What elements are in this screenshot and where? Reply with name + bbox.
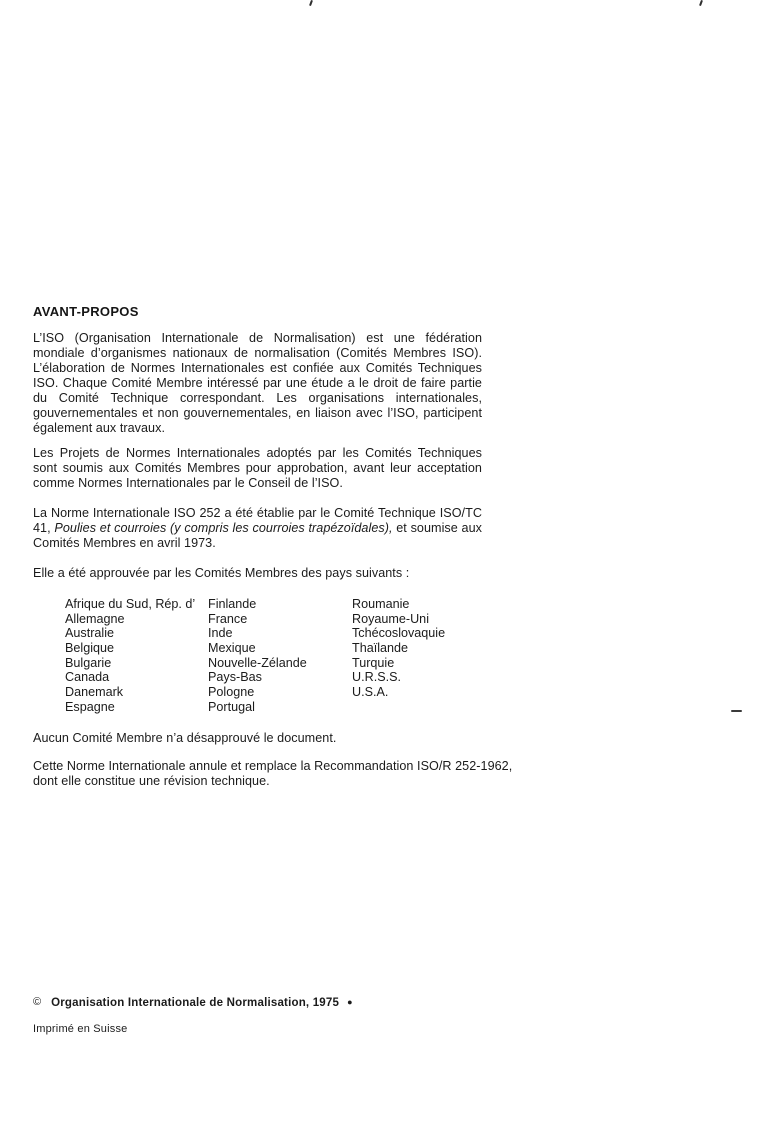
countries-column-1 [65, 597, 195, 715]
section-heading: AVANT-PROPOS [33, 304, 139, 319]
country-name: Finlande [208, 597, 257, 611]
standard-origin-text-1: La Norme Internationale ISO 252 a été établie par le Comité Technique ISO/TC 41, [33, 506, 482, 535]
margin-tick-mark [731, 710, 742, 712]
country-name: U.R.S.S. [352, 670, 401, 685]
country-name: Royaume-Uni [352, 611, 429, 626]
disapproval-statement: Aucun Comité Membre n’a désapprouvé le document. [33, 731, 337, 745]
scan-artifact-top-left [309, 0, 313, 6]
copyright-symbol: © [33, 996, 42, 1008]
paragraph-draft-process: Les Projets de Normes Internationales adoptés par les Comités Techniques sont soumis aux Comités Membres pour approbation, avant leur acceptation comme Normes Internationales par le Conseil de l’ISO. [33, 446, 482, 490]
country-name: Australie [65, 626, 114, 641]
standard-title-italic: Poulies et courroies (y compris les courroies trapézoïdales), [54, 521, 393, 535]
countries-column-3 [352, 597, 445, 700]
printed-in-line: Imprimé en Suisse [33, 1023, 128, 1035]
country-name: Pays-Bas [208, 670, 262, 685]
country-name: Mexique [208, 641, 256, 656]
bullet-icon: ● [347, 997, 353, 1007]
country-name: Afrique du Sud, Rép. d’ [65, 597, 196, 611]
country-name: Tchécoslovaquie [352, 626, 446, 641]
copyright-text: Organisation Internationale de Normalisation, 1975 [51, 997, 340, 1009]
paragraph-iso-description: L’ISO (Organisation Internationale de Normalisation) est une fédération mondiale d’organismes nationaux de normalisation (Comités Membres ISO). L’élaboration de Normes Internationales est confiée aux Comités Techniques ISO. Chaque Comité Membre intéressé par une étude a le droit de faire partie du Comité Technique correspondant. Les organisations internationales, gouvernementales et non gouvernementales, en liaison avec l’ISO, participent également aux travaux. [33, 331, 482, 435]
country-name: Turquie [352, 655, 395, 670]
country-name: Espagne [65, 699, 115, 714]
country-name: Danemark [65, 685, 124, 700]
replacement-statement: Cette Norme Internationale annule et remplace la Recommandation ISO/R 252-1962, dont elle constitue une révision technique. [33, 759, 513, 788]
country-name: Thaïlande [352, 641, 409, 656]
country-name: Bulgarie [65, 655, 112, 670]
paragraph-standard-origin [33, 506, 482, 551]
standard-origin-text-2: et soumise aux Comités Membres en avril 1973. [33, 521, 483, 550]
scan-artifact-top-right [699, 0, 703, 6]
country-name: Roumanie [352, 597, 410, 611]
approval-intro: Elle a été approuvée par les Comités Membres des pays suivants : [33, 566, 410, 580]
country-name: Inde [208, 626, 233, 641]
country-name: France [208, 611, 248, 626]
copyright-line [33, 996, 353, 1009]
countries-column-2 [208, 597, 307, 715]
country-name: Canada [65, 670, 110, 685]
country-name: U.S.A. [352, 685, 389, 700]
country-name: Portugal [208, 699, 255, 714]
country-name: Nouvelle-Zélande [208, 655, 307, 670]
country-name: Allemagne [65, 611, 125, 626]
country-name: Belgique [65, 641, 115, 656]
country-name: Pologne [208, 685, 255, 700]
